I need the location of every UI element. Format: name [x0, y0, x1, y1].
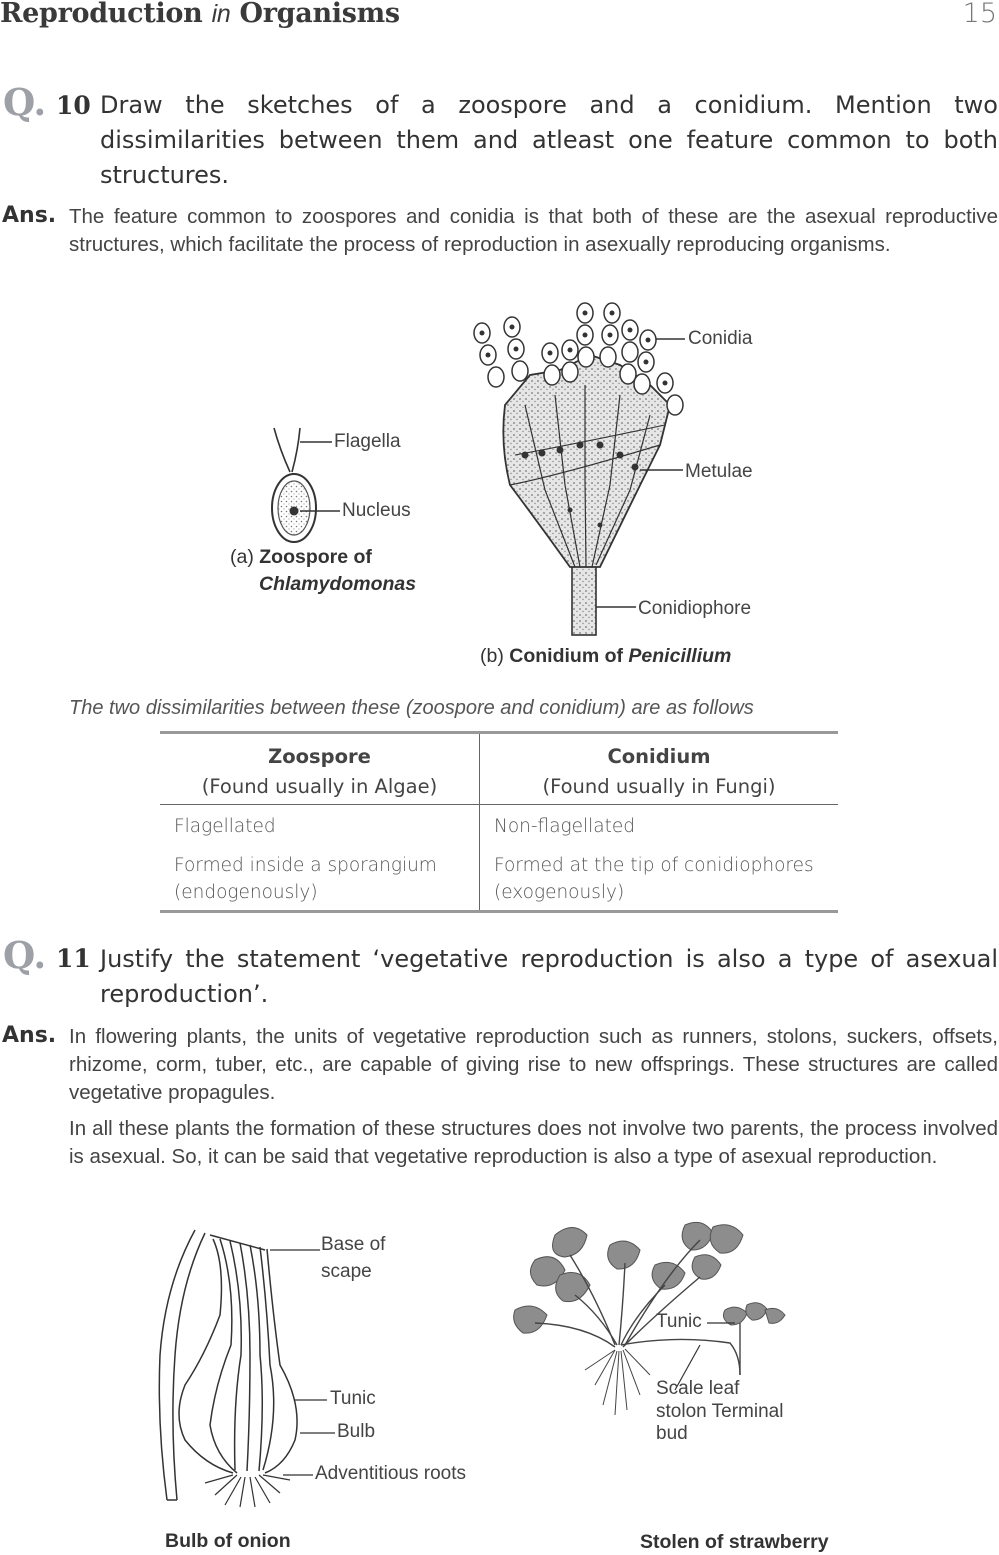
- table-row: [160, 805, 838, 847]
- caption-zoospore-species: Chlamydomonas: [259, 573, 417, 595]
- answer-label-q10: Ans.: [2, 203, 57, 228]
- label-adventitious-roots: Adventitious roots: [315, 1463, 467, 1484]
- answer-text-q11-p1: In flowering plants, the units of vegetative reproduction such as runners, stolons, suckers, offsets, rhizome, corm, tuber, etc., are capable of giving rise to new offsprings. These structures are called vegetative propagules.: [69, 1025, 998, 1104]
- table-cell: Formed at the tip of conidiophores (exogenously): [494, 855, 814, 903]
- table-row: [160, 846, 838, 912]
- table-intro: The two dissimilarities between these (zoospore and conidium) are as follows: [69, 697, 754, 719]
- label-nucleus: Nucleus: [342, 500, 411, 521]
- label-conidiophore: Conidiophore: [638, 598, 752, 619]
- answer-text-q10: The feature common to zoospores and conidia is that both of these are the asexual reproductive structures, which facilitate the process of reproduction in asexually reproducing organisms.: [69, 205, 998, 256]
- caption-zoospore: (a) Zoospore of: [230, 546, 372, 568]
- chapter-title: Reproduction in Organisms: [0, 0, 400, 29]
- comparison-table: [160, 731, 838, 913]
- label-scale-leaf-1: Scale leaf: [656, 1378, 740, 1399]
- table-cell: Flagellated: [160, 805, 480, 847]
- label-base-of-scape-1: Base of: [321, 1234, 386, 1255]
- question-text-q10: Draw the sketches of a zoospore and a conidium. Mention two dissimilarities between them and atleast one feature common to both structures.: [100, 91, 998, 189]
- question-number-q10: 10: [56, 91, 91, 120]
- question-mark-q10: Q.: [3, 80, 47, 124]
- table-header-zoospore: Zoospore (Found usually in Algae): [160, 733, 480, 805]
- label-bulb: Bulb: [337, 1421, 376, 1442]
- caption-onion: Bulb of onion: [165, 1530, 291, 1552]
- zoospore-diagram: [260, 420, 320, 550]
- page-number: 15: [962, 0, 997, 29]
- label-scale-leaf-3: bud: [656, 1423, 688, 1444]
- label-strawberry-tunic: Tunic: [656, 1311, 702, 1332]
- table-cell: Non-flagellated: [494, 816, 636, 837]
- caption-conidium: (b) Conidium of Penicillium: [480, 645, 732, 667]
- label-metulae: Metulae: [685, 461, 753, 482]
- question-number-q11: 11: [56, 944, 91, 973]
- answer-text-q11-p2: In all these plants the formation of these structures does not involve two parents, the process involved is asexual. So, it can be said that vegetative reproduction is also a type of asexual reproduction.: [69, 1117, 998, 1168]
- label-onion-tunic: Tunic: [330, 1388, 376, 1409]
- caption-strawberry: Stolen of strawberry: [640, 1531, 829, 1553]
- table-cell: Formed inside a sporangium (endogenously): [160, 846, 480, 912]
- question-mark-q11: Q.: [3, 933, 47, 977]
- onion-bulb-diagram: [155, 1225, 330, 1510]
- label-flagella: Flagella: [334, 431, 401, 452]
- question-text-q11: Justify the statement ‘vegetative reproduction is also a type of asexual reproduction’.: [100, 945, 998, 1008]
- label-base-of-scape-2: scape: [321, 1261, 372, 1282]
- table-header-conidium: Conidium (Found usually in Fungi): [542, 745, 776, 798]
- label-scale-leaf-2: stolon Terminal: [656, 1401, 784, 1422]
- label-conidia: Conidia: [688, 328, 753, 349]
- answer-label-q11: Ans.: [2, 1023, 57, 1048]
- conidium-diagram: [470, 295, 700, 640]
